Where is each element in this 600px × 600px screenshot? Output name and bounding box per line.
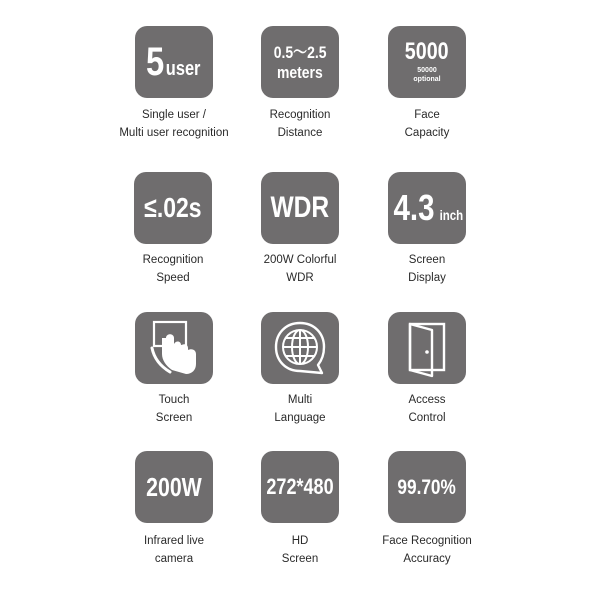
touch-caption-line1: Touch <box>158 394 190 406</box>
open-door-icon <box>402 318 452 378</box>
display-caption-line1: Screen <box>408 254 446 266</box>
speed-tile <box>134 172 212 244</box>
language-caption-line2: Language <box>274 412 326 424</box>
accuracy-caption <box>327 532 527 568</box>
display-size: 4.3 <box>393 187 435 228</box>
camera-value: 200W <box>146 472 202 502</box>
wdr-tile <box>261 172 339 244</box>
touch-caption-line2: Screen <box>155 412 193 424</box>
hd-tile <box>261 451 339 523</box>
camera-tile <box>135 451 213 523</box>
hd-caption-line2: Screen <box>281 553 319 565</box>
wdr-value: WDR <box>270 191 330 224</box>
speed-caption-line2: Speed <box>156 272 190 284</box>
globe-speech-icon <box>272 319 328 377</box>
hd-value: 272*480 <box>266 474 334 499</box>
access-caption-line2: Control <box>408 412 446 424</box>
display-caption-line2: Display <box>408 272 446 284</box>
capacity-optional-value: 50000 <box>417 67 437 74</box>
touch-tile <box>135 312 213 384</box>
access-caption <box>327 391 527 427</box>
distance-range: 0.5～2.5 <box>273 42 327 62</box>
users-tile <box>135 26 213 98</box>
capacity-caption-line2: Capacity <box>404 127 450 139</box>
distance-tile <box>261 26 339 98</box>
accuracy-value: 99.70% <box>397 475 457 499</box>
accuracy-caption-line2: Accuracy <box>403 553 451 565</box>
accuracy-tile <box>388 451 466 523</box>
users-caption-line2: Multi user recognition <box>119 127 229 139</box>
camera-caption-line1: Infrared live <box>143 535 205 547</box>
camera-caption-line2: camera <box>154 553 194 565</box>
display-tile <box>388 172 466 244</box>
distance-caption-line2: Distance <box>277 127 323 139</box>
distance-caption-line1: Recognition <box>269 109 331 121</box>
users-caption-line1: Single user / <box>142 109 206 121</box>
speed-caption-line1: Recognition <box>142 254 204 266</box>
users-count: 5 <box>145 40 164 84</box>
capacity-caption-line1: Face <box>414 109 440 121</box>
language-caption-line1: Multi <box>287 394 313 406</box>
speed-value: ≤.02s <box>144 192 202 223</box>
distance-unit: meters <box>277 62 323 82</box>
capacity-tile <box>388 26 466 98</box>
touch-hand-icon <box>146 318 202 378</box>
access-caption-line1: Access <box>408 394 446 406</box>
hd-caption-line1: HD <box>291 535 309 547</box>
accuracy-caption-line1: Face Recognition <box>382 535 472 547</box>
capacity-caption <box>327 106 527 142</box>
language-tile <box>261 312 339 384</box>
access-tile <box>388 312 466 384</box>
display-unit: inch <box>439 207 463 223</box>
wdr-caption-line1: 200W Colorful <box>263 254 337 266</box>
capacity-optional-label: optional <box>413 76 441 83</box>
users-unit: user <box>165 58 201 80</box>
display-caption <box>327 251 527 287</box>
wdr-caption-line2: WDR <box>286 272 314 284</box>
capacity-value: 5000 <box>405 38 449 65</box>
